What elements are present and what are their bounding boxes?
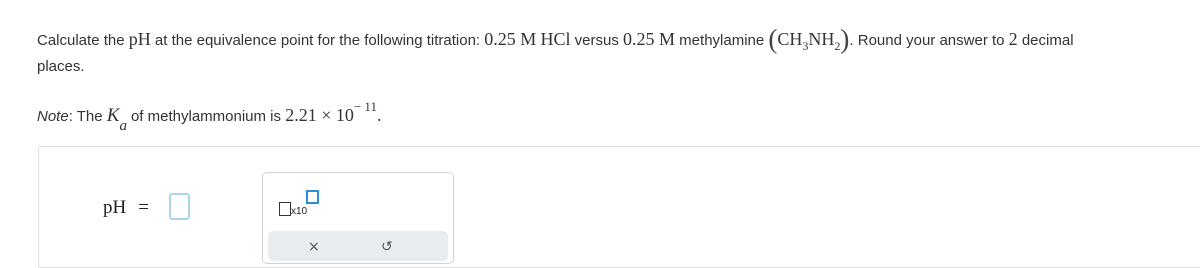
clear-button[interactable]: × xyxy=(308,239,320,255)
formula-ch: CH xyxy=(777,29,803,49)
formula-subscript-2: 2 xyxy=(834,39,841,53)
open-paren: ( xyxy=(768,24,778,54)
ka-exponent: − 11 xyxy=(353,99,377,114)
question-text-continued xyxy=(37,55,85,79)
question-text-segment: methylamine xyxy=(675,32,769,49)
tool-action-bar xyxy=(268,231,448,261)
question-text-segment: Calculate the xyxy=(37,32,129,49)
formula-subscript-3: 3 xyxy=(802,39,809,53)
base-concentration: 0.25 M xyxy=(623,29,676,49)
note-text xyxy=(37,90,381,143)
acid-concentration: 0.25 M xyxy=(484,29,537,49)
note-text-segment: of methylammonium is xyxy=(130,108,286,125)
note-text-segment: : The xyxy=(68,108,107,125)
ka-subscript: a xyxy=(119,118,127,134)
scientific-notation-button[interactable] xyxy=(279,190,323,220)
ka-symbol: K xyxy=(106,105,120,126)
acid-formula: HCl xyxy=(540,29,571,49)
answer-ph-label: pH xyxy=(103,197,127,218)
question-text xyxy=(37,24,1200,61)
answer-panel xyxy=(38,146,1200,268)
decimal-count: 2 xyxy=(1008,29,1018,49)
x10-label: x10 xyxy=(291,206,308,217)
ph-symbol: pH xyxy=(128,29,151,49)
note-label: Note xyxy=(37,108,69,125)
ka-value: 2.21 × 10 xyxy=(285,105,354,125)
question-text-segment: decimal xyxy=(1017,32,1074,49)
exponent-box-icon xyxy=(306,190,319,204)
methylamine-formula xyxy=(777,29,841,53)
question-text-segment: places. xyxy=(37,58,85,75)
question-text-segment: versus xyxy=(570,32,623,49)
formula-nh: NH xyxy=(808,29,835,49)
note-period: . xyxy=(376,105,382,125)
undo-button[interactable]: ↺ xyxy=(381,239,393,255)
answer-label xyxy=(103,197,149,219)
question-text-segment: at the equivalence point for the following titration: xyxy=(150,32,485,49)
ph-answer-input[interactable] xyxy=(169,193,190,220)
mantissa-box-icon xyxy=(279,202,291,216)
question-text-segment: . Round your answer to xyxy=(849,32,1009,49)
equals-sign: = xyxy=(138,197,149,218)
close-paren: ) xyxy=(840,24,850,54)
